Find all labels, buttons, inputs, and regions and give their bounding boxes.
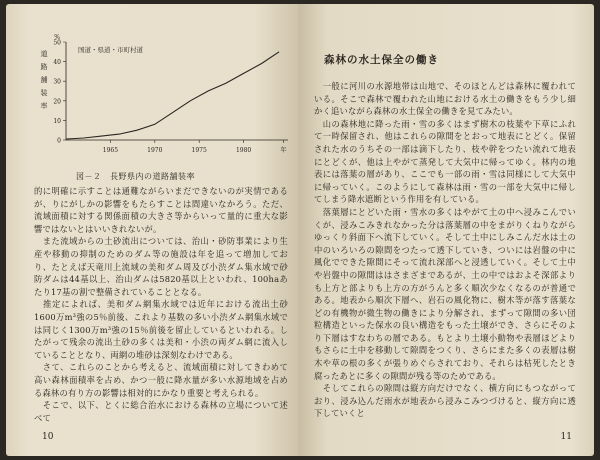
legend-label: 国道・県道・市町村道	[78, 46, 143, 54]
y-tick-label: 40	[53, 59, 61, 67]
y-axis-label-char: 道	[40, 50, 48, 58]
left-paragraph: そこで、以下、とくに総合治水における森林の立場について述べて	[34, 400, 288, 423]
figure-caption: 図－２ 長野県内の道路舗装率	[76, 172, 195, 181]
x-tick-label: 年	[280, 147, 287, 154]
right-paragraph: 山の森林地に降った雨・雪の多くはまず樹木の枝葉や下草にふれて一時保留され、他はこれらの隙間をとおって地表にとどく。保留された水のうちその一部は滴下したり、枝や幹をつたい流れて地表にとどくが、他は上やがて蒸発して大気中に帰ってゆく。林内の地表には落葉の層があり、ここでも一部の雨・雪は同様にして大気中に帰っていく。このようにして森林は雨・雪の一部を大気中に帰してしまう降水遮断という作用を有している。	[314, 118, 576, 205]
series-line	[66, 52, 279, 139]
x-tick-label: 1965	[102, 147, 119, 154]
y-unit-label: %	[54, 34, 60, 41]
chart-svg	[36, 32, 296, 172]
y-tick-label: 50	[53, 39, 61, 47]
page-number-right: 11	[560, 432, 572, 442]
left-body-text	[34, 185, 288, 424]
left-paragraph: さて、これらのことから考えると、流域面積に対してきわめて高い森林面積率を占め、かつ一般に降水量が多い水源地域を占める森林の有り方の影響は相対的にかなり重要と考えられる。	[34, 362, 288, 398]
right-paragraph: 落葉層にとどいた雨・雪水の多くはやがて土の中へ浸みこんでいくが、浸みこみきれなかった分は落葉層の中をまがりくねりながらゆっくり斜面下へ流下していく。そして土中にしみこんだ水は土の中のいろいろの隙間をつたって透下していき、ついには岩盤の中に風化でできた隙間にそって流れ深部へと浸透していく。そして土中や岩盤中の隙間ははさまざまであるが、土の中ではおよそ深部よりも上方と部よりも上方の方がうんと多く順次少なくなるのが普通である。地表から順次下層へ、岩石の風化物に、樹木等が落す落葉などの有機物が微生物の働きにより分解され、まずって隙間の多い団粒構造といった保水の良い構造をもった土壌ができ、さらにそのより下層はすなわちの層である。もとより土壌小動物や表層ほどよりもさらに土中を移動して隙間をつくり、さらにまた多くの表層は樹木や草の根の多くが張りめぐらされており、それらは枯死したとき腐ったあとに多くの隙間が残る等のためである。	[314, 206, 576, 381]
right-paragraph: そしてこれらの隙間は縦方向だけでなく、横方向にもつながっており、浸み込んだ雨水が地表から浸みこみつづけると、縦方向に透下していくと	[314, 383, 576, 419]
book-spread	[6, 4, 594, 456]
left-paragraph: 推定によれば、美和ダム網集水域では近年における流出土砂1600万m³強の5％前後、これより基数の多い小渋ダム網集水域では同じく1300万m³強の15％前後を留止しているといわれる。したがって残余の流出土砂の多くは美和・小渋の両ダム網に流入していることとなり、両網の堆砂は深刻なわけである。	[34, 299, 288, 360]
section-title: 森林の水土保全の働き	[324, 54, 439, 66]
y-tick-label: 10	[53, 117, 61, 125]
y-tick-label: 0	[57, 137, 61, 145]
x-tick-label: 1975	[191, 147, 207, 154]
x-tick-label: 1980	[235, 147, 252, 154]
y-axis-label-char: 率	[40, 102, 48, 110]
x-tick-label: 1970	[147, 147, 163, 154]
y-axis-label-char: 舗	[40, 76, 48, 84]
right-paragraph: 一般に河川の水源地帯は山地で、そのほとんどは森林に覆われている。そこで森林で覆われた山地における水土の働きをもう少し細かく追いながら森林の水土保全の働きを見てみたい。	[314, 81, 576, 117]
y-axis-label-char: 路	[40, 63, 48, 71]
y-tick-label: 30	[53, 78, 61, 86]
left-paragraph: また流域からの土砂流出については、治山・砂防事業により生産や移動の抑制のためのダム等の施設は年を追って増加しており、たとえば天竜川上流域の美和ダム周及び小渋ダム集水域で砂防ダムは44基以上、治山ダムは5820基以上といわれ、100haあたり17基の割で整備されていることとなる。	[34, 236, 288, 297]
y-tick-label: 20	[53, 98, 61, 106]
right-page	[298, 4, 594, 456]
y-axis-label-char: 装	[40, 89, 48, 97]
page-number-left: 10	[42, 432, 54, 442]
right-body-text	[314, 80, 576, 420]
road-paving-chart	[36, 32, 296, 172]
left-page	[6, 4, 298, 456]
left-paragraph: 的に明確に示すことは通難ながらいまだできないのが実情であるが、りにがしかの影響をもたらすことは間違いなかろう。ただ、流域面積に対する関係面積の大きさ等からいって量的に重大な影響ではないとはいいきれないが。	[34, 186, 288, 234]
